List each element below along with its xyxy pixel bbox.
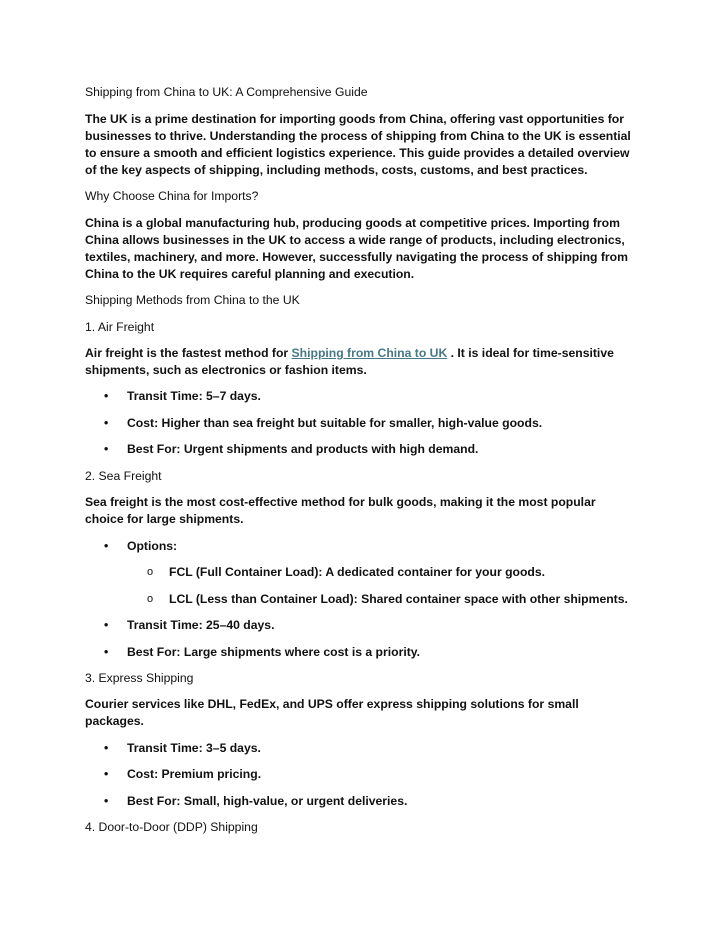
list-item-text: Transit Time: 5–7 days.: [127, 389, 261, 403]
list-item-text: Cost: Higher than sea freight but suitable for smaller, high-value goods.: [127, 416, 543, 430]
bullet-icon: •: [104, 389, 109, 403]
why-heading: Why Choose China for Imports?: [85, 189, 259, 203]
why-paragraph: China is a global manufacturing hub, producing goods at competitive prices. Importing from China allows businesses in the UK to access a wide range of products, including electronics, textiles, machinery, and more. However, successfully navigating the process of shipping from China to the UK requires careful planning and execution.: [85, 216, 628, 281]
list-item-text: Transit Time: 3–5 days.: [127, 741, 261, 755]
bullet-icon: •: [104, 794, 109, 808]
sea-paragraph: Sea freight is the most cost-effective method for bulk goods, making it the most popular choice for large shipments.: [85, 495, 596, 526]
circle-bullet-icon: o: [147, 566, 154, 578]
list-item-text: Options:: [127, 539, 178, 553]
list-item-text: Best For: Large shipments where cost is a priority.: [127, 645, 421, 659]
sea-heading: 2. Sea Freight: [85, 469, 162, 483]
air-heading: 1. Air Freight: [85, 320, 155, 334]
list-item-text: Cost: Premium pricing.: [127, 767, 262, 781]
circle-bullet-icon: o: [147, 593, 154, 605]
air-paragraph: [85, 345, 637, 379]
express-heading: 3. Express Shipping: [85, 671, 194, 685]
list-item-text: Best For: Small, high-value, or urgent deliveries.: [127, 794, 408, 808]
bullet-icon: •: [104, 618, 109, 632]
bullet-icon: •: [104, 645, 109, 659]
sub-list-item-text: LCL (Less than Container Load): Shared container space with other shipments.: [169, 592, 628, 606]
list-item-text: Transit Time: 25–40 days.: [127, 618, 275, 632]
bullet-icon: •: [104, 741, 109, 755]
methods-heading: Shipping Methods from China to the UK: [85, 293, 300, 307]
doc-title: Shipping from China to UK: A Comprehensive Guide: [85, 85, 368, 99]
ddp-heading: 4. Door-to-Door (DDP) Shipping: [85, 820, 258, 834]
bullet-icon: •: [104, 442, 109, 456]
air-text-after: . It is ideal for time-sensitive shipments, such as electronics or fashion items.: [85, 346, 614, 377]
list-item-text: Best For: Urgent shipments and products with high demand.: [127, 442, 479, 456]
bullet-icon: •: [104, 767, 109, 781]
bullet-icon: •: [104, 416, 109, 430]
intro-paragraph: The UK is a prime destination for importing goods from China, offering vast opportunities for businesses to thrive. Understanding the process of shipping from China to the UK is essential to ensure a smooth and efficient logistics experience. This guide provides a detailed overview of the key aspects of shipping, including methods, costs, customs, and best practices.: [85, 112, 631, 177]
air-text-before: Air freight is the fastest method for: [85, 346, 292, 360]
express-paragraph: Courier services like DHL, FedEx, and UPS offer express shipping solutions for small packages.: [85, 697, 579, 728]
sub-list-item-text: FCL (Full Container Load): A dedicated container for your goods.: [169, 565, 546, 579]
bullet-icon: •: [104, 539, 109, 553]
shipping-link[interactable]: Shipping from China to UK: [291, 346, 448, 360]
